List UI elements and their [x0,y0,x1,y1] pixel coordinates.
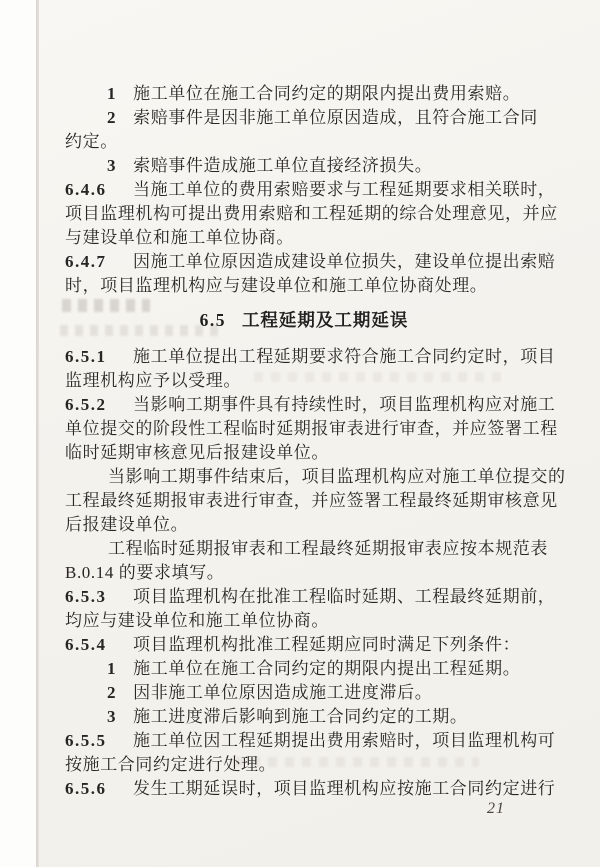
line-text: 施工进度滞后影响到施工合同约定的工期。 [133,707,468,726]
line-text: 当影响工期事件结束后，项目监理机构应对施工单位提交的 [108,467,566,486]
line-text: B.0.14 的要求填写。 [65,563,225,582]
line-text: 施工单位在施工合同约定的期限内提出工程延期。 [133,659,521,678]
text-line [65,609,543,633]
section-heading [65,308,543,332]
line-text: 工程最终延期报审表进行审查，并应签署工程最终延期审核意见 [65,491,558,510]
clause-number: 6.5.4 [65,635,107,654]
text-line [65,681,543,705]
line-text: 施工单位因工程延期提出费用索赔时，项目监理机构可 [133,731,556,750]
page-number: 21 [487,800,505,817]
text-line [65,369,543,393]
section-title: 工程延期及工期延误 [241,310,409,330]
text-line [65,729,556,753]
clause-number: 6.4.6 [65,180,107,199]
line-text: 临时延期审核意见后报建设单位。 [65,443,329,462]
line-text: 索赔事件是因非施工单位原因造成，且符合施工合同 [133,108,538,127]
document-page [39,0,600,867]
line-text: 监理机构应予以受理。 [65,371,241,390]
clause-number: 6.5.6 [65,779,107,798]
text-line [65,585,556,609]
line-text: 时，项目监理机构应与建设单位和施工单位协商处理。 [65,276,488,295]
text-line [65,657,543,681]
text-line [65,82,543,106]
text-line [65,130,543,154]
text-line [65,417,558,441]
line-text: 按施工合同约定进行处理。 [65,755,277,774]
line-text: 因施工单位原因造成建设单位损失，建设单位提出索赔 [133,252,556,271]
item-number: 2 [107,683,117,702]
section-number: 6.5 [199,310,226,330]
text-line [65,345,556,369]
text-line [65,178,556,202]
line-text: 约定。 [65,132,118,151]
line-text: 单位提交的阶段性工程临时延期报审表进行审查，并应签署工程 [65,419,558,438]
item-number: 1 [107,84,117,103]
line-text: 工程临时延期报审表和工程最终延期报审表应按本规范表 [108,539,548,558]
line-text: 施工单位在施工合同约定的期限内提出费用索赔。 [133,84,521,103]
text-line [65,250,556,274]
text-line [65,154,543,178]
text-line [65,274,543,298]
text-line [65,777,556,801]
line-text: 索赔事件造成施工单位直接经济损失。 [133,156,433,175]
text-line [65,202,558,226]
line-text: 发生工期延误时，项目监理机构应按施工合同约定进行 [133,779,556,798]
line-text: 均应与建设单位和施工单位协商。 [65,611,329,630]
text-line [65,441,543,465]
line-text: 因非施工单位原因造成施工进度滞后。 [133,683,433,702]
line-text: 项目监理机构批准工程延期应同时满足下列条件： [133,635,521,654]
text-line [65,705,543,729]
text-line [65,537,548,561]
line-text: 当施工单位的费用索赔要求与工程延期要求相关联时， [133,180,556,199]
item-number: 2 [107,108,117,127]
clause-number: 6.5.5 [65,731,107,750]
text-line [65,561,543,585]
clause-number: 6.5.3 [65,587,107,606]
text-line [65,489,558,513]
text-line [65,226,543,250]
line-text: 施工单位提出工程延期要求符合施工合同约定时，项目 [133,347,556,366]
clause-number: 6.4.7 [65,252,107,271]
text-line [65,106,543,130]
text-line [65,393,556,417]
text-line [65,753,543,777]
line-text: 项目监理机构在批准工程临时延期、工程最终延期前， [133,587,556,606]
line-text: 与建设单位和施工单位协商。 [65,228,294,247]
item-number: 1 [107,659,117,678]
scanner-margin [0,0,36,867]
item-number: 3 [107,156,117,175]
text-line [65,465,566,489]
clause-number: 6.5.2 [65,395,107,414]
page-text [65,0,566,801]
text-line [65,513,543,537]
line-text: 当影响工期事件具有持续性时，项目监理机构应对施工 [133,395,556,414]
text-line [65,633,543,657]
line-text: 后报建设单位。 [65,515,189,534]
item-number: 3 [107,707,117,726]
clause-number: 6.5.1 [65,347,107,366]
line-text: 项目监理机构可提出费用索赔和工程延期的综合处理意见，并应 [65,204,558,223]
